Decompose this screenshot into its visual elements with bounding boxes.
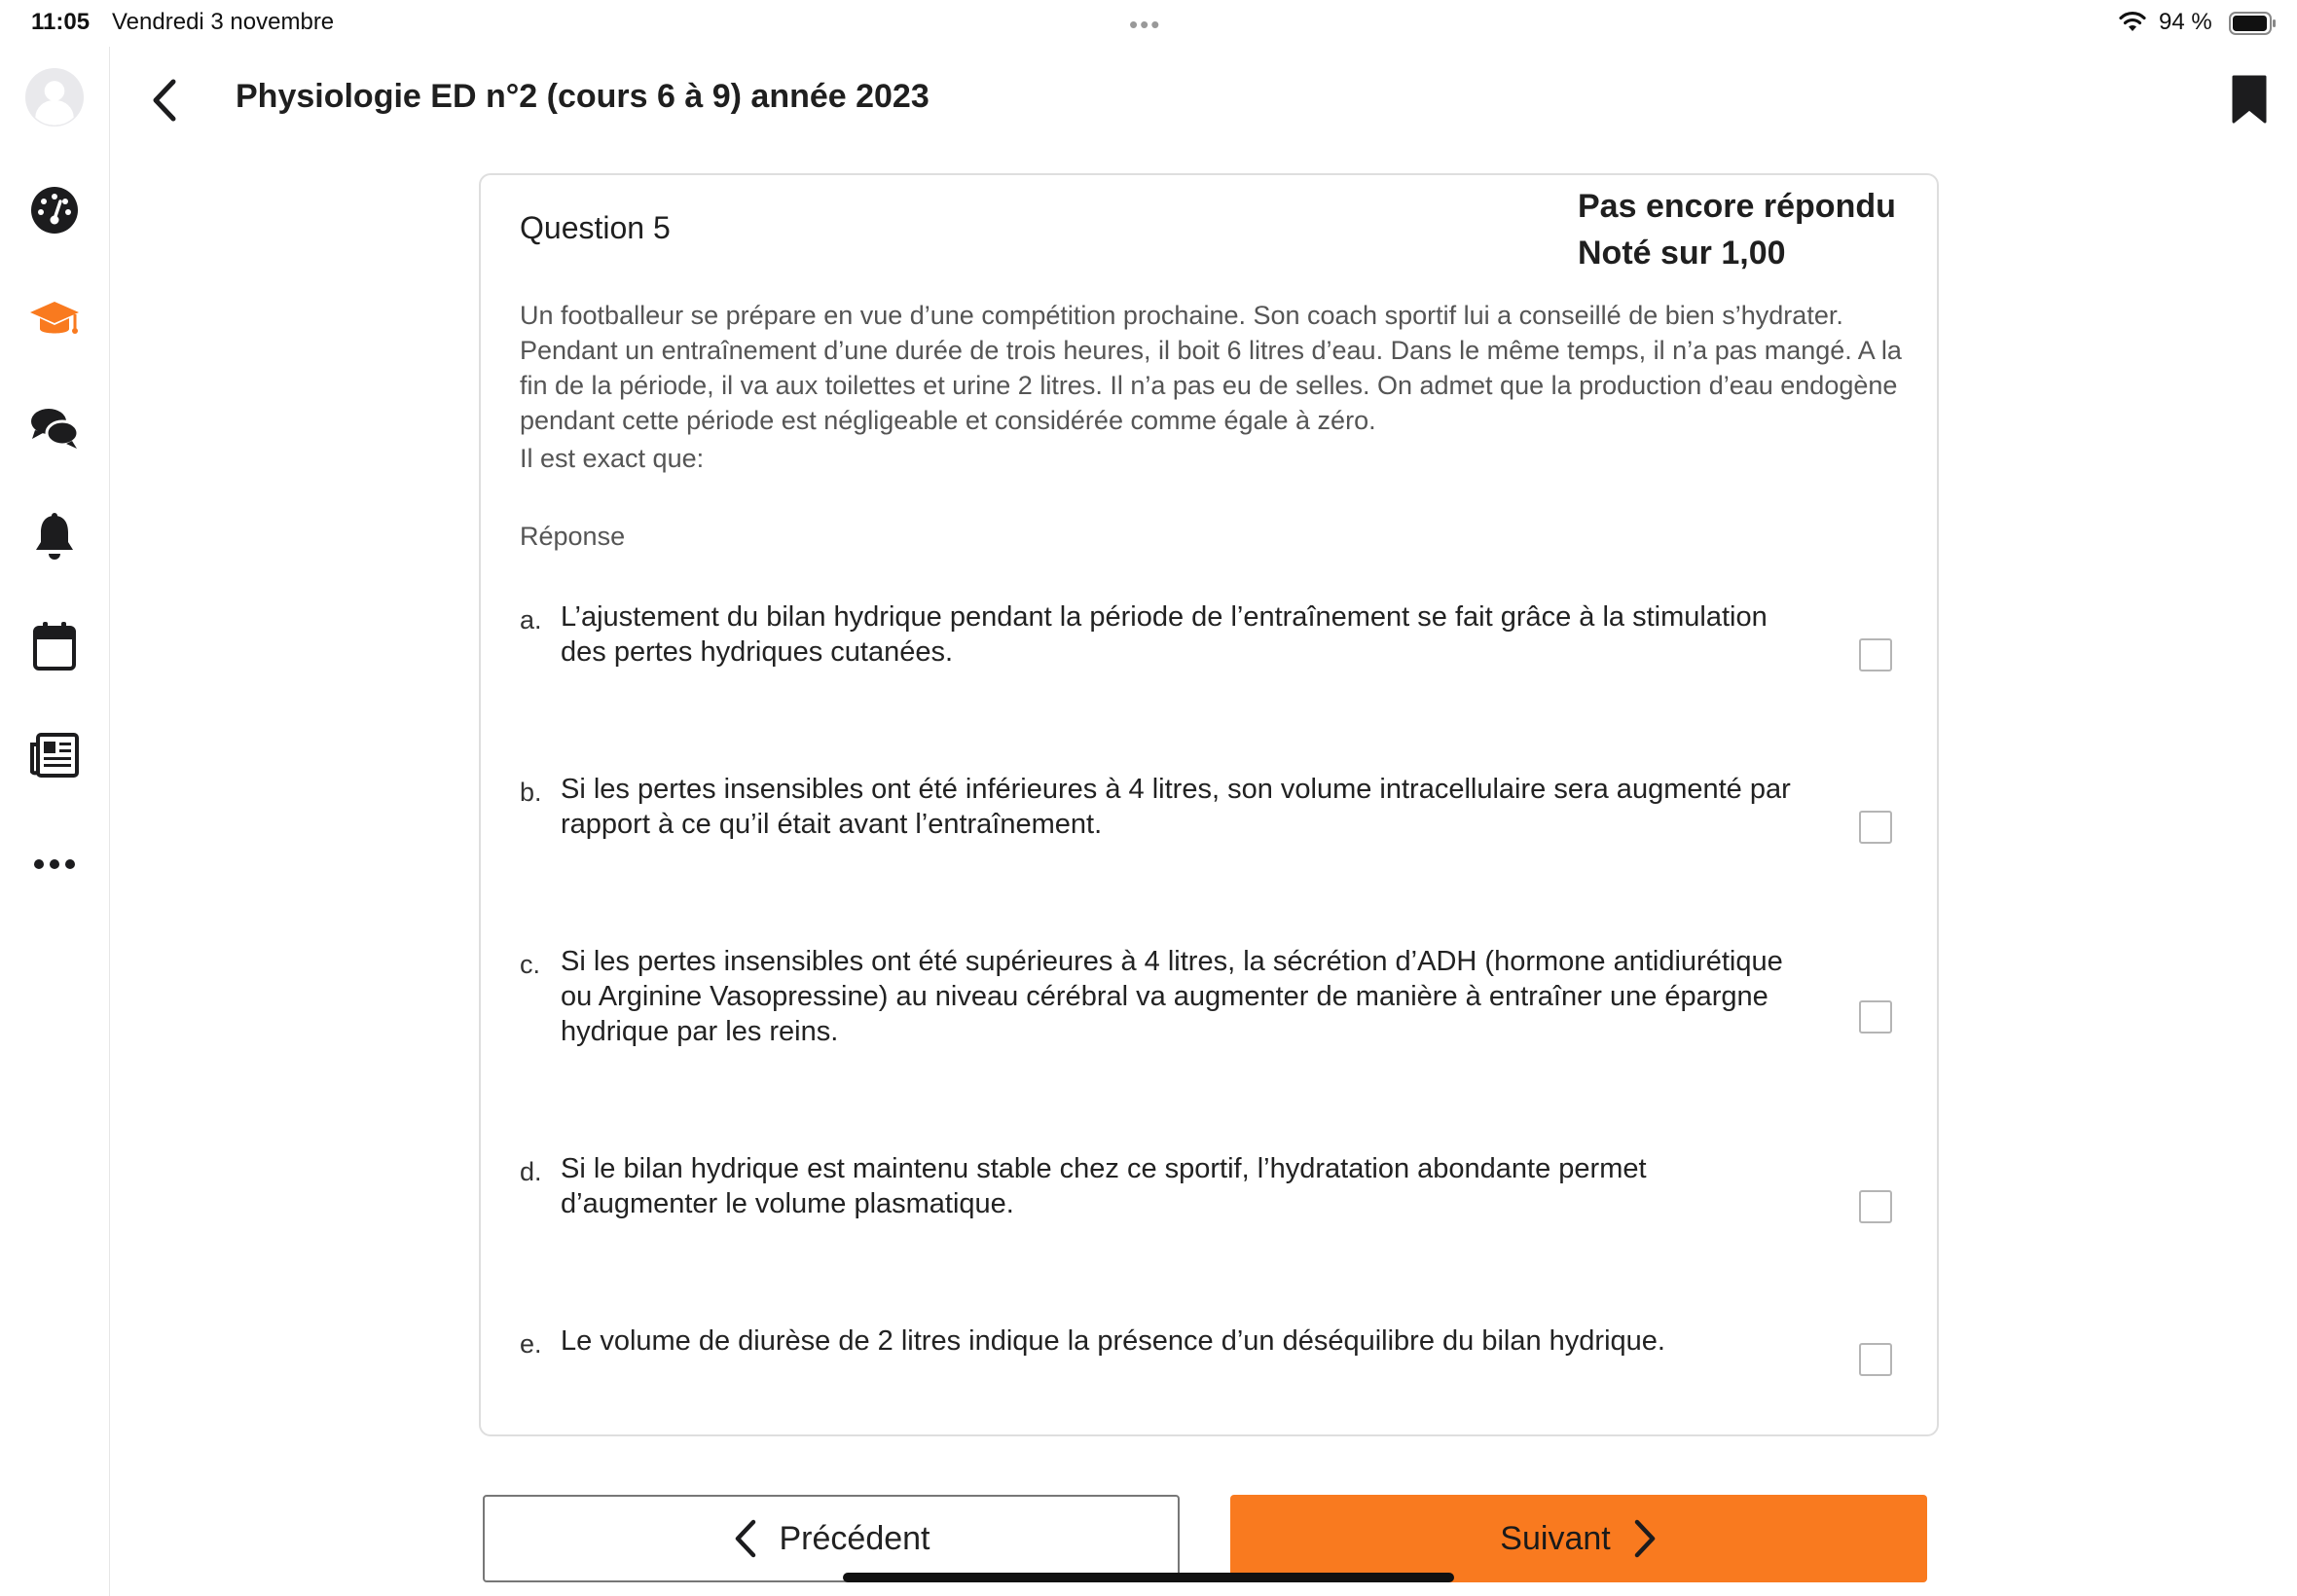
back-button[interactable] — [142, 76, 187, 125]
bookmark-icon — [2231, 74, 2268, 125]
status-time: 11:05 — [31, 9, 91, 35]
multitasking-dots[interactable]: ••• — [1129, 10, 1162, 39]
question-number: Question 5 — [520, 210, 671, 245]
answer-letter: c. — [520, 950, 541, 979]
chevron-right-icon — [1632, 1518, 1658, 1559]
sidebar-item-dashboard[interactable] — [25, 181, 84, 239]
answer-status: Pas encore répondu — [1578, 188, 1896, 225]
chat-bubbles-icon — [29, 407, 80, 450]
answer-text: Si les pertes insensibles ont été inférieures à 4 litres, son volume intracellulaire sera augmenté par rapport à ce qu’il était avant l’entraînement. — [561, 774, 1791, 840]
next-label: Suivant — [1500, 1519, 1611, 1557]
home-indicator[interactable] — [843, 1573, 1454, 1582]
status-date: Vendredi 3 novembre — [112, 9, 335, 35]
answer-letter: b. — [520, 778, 542, 807]
next-button[interactable] — [1230, 1495, 1927, 1582]
bookmark-button[interactable] — [2231, 74, 2268, 129]
newspaper-icon — [30, 733, 79, 778]
answer-letter: a. — [520, 605, 542, 635]
page-title: Physiologie ED n°2 (cours 6 à 9) année 2023 — [236, 78, 930, 115]
previous-button[interactable] — [483, 1495, 1180, 1582]
sidebar-item-notifications[interactable] — [25, 508, 84, 566]
answer-checkbox-a[interactable] — [1859, 638, 1892, 671]
sidebar-item-calendar[interactable] — [25, 617, 84, 675]
graduation-cap-icon — [29, 300, 80, 339]
question-status — [1578, 183, 1896, 276]
question-card — [479, 173, 1939, 1436]
question-grade: Noté sur 1,00 — [1578, 235, 1786, 272]
question-text: Un footballeur se prépare en vue d’une compétition prochaine. Son coach sportif lui a conseillé de bien s’hydrater. Pendant un entraînement d’une durée de trois heures, il boit 6 litres d’eau. Dans le même temps, il n’a pas mangé. A la fin de la période, il va aux toilettes et urine 2 litres. Il n’a pas eu de selles. On admet que la production d’eau endogène pendant cette période est négligeable et considérée comme égale à zéro. — [520, 301, 1902, 435]
battery-percentage: 94 % — [2159, 9, 2212, 35]
sidebar-item-courses[interactable] — [25, 290, 84, 348]
response-label: Réponse — [520, 522, 626, 551]
sidebar — [0, 47, 110, 1596]
answer-letter: e. — [520, 1329, 542, 1359]
avatar[interactable] — [25, 68, 84, 127]
previous-label: Précédent — [779, 1519, 930, 1557]
answer-checkbox-e[interactable] — [1859, 1343, 1892, 1376]
sidebar-item-news[interactable] — [25, 726, 84, 784]
battery-icon — [2229, 12, 2278, 40]
chevron-left-icon — [150, 78, 179, 123]
calendar-icon — [32, 622, 77, 671]
answer-text: Le volume de diurèse de 2 litres indique la présence d’un déséquilibre du bilan hydrique. — [561, 1325, 1665, 1357]
bell-icon — [33, 513, 76, 562]
sidebar-item-messages[interactable] — [25, 399, 84, 457]
wifi-icon — [2118, 10, 2147, 38]
more-dots-icon — [33, 858, 76, 870]
dashboard-icon — [30, 186, 79, 235]
sidebar-item-more[interactable] — [25, 835, 84, 893]
answer-checkbox-b[interactable] — [1859, 811, 1892, 844]
answer-text: Si le bilan hydrique est maintenu stable chez ce sportif, l’hydratation abondante permet d’augmenter le volume plasmatique. — [561, 1153, 1647, 1219]
answer-letter: d. — [520, 1157, 542, 1186]
answer-checkbox-d[interactable] — [1859, 1190, 1892, 1223]
answer-checkbox-c[interactable] — [1859, 1000, 1892, 1034]
status-bar — [0, 0, 2297, 47]
answer-text: Si les pertes insensibles ont été supérieures à 4 litres, la sécrétion d’ADH (hormone antidiurétique ou Arginine Vasopressine) au niveau cérébral va augmenter de manière à entraîner une épargne hydrique par les reins. — [561, 946, 1783, 1047]
question-prompt: Il est exact que: — [520, 444, 705, 473]
user-avatar-icon — [25, 66, 84, 128]
chevron-left-icon — [733, 1518, 758, 1559]
answer-text: L’ajustement du bilan hydrique pendant la période de l’entraînement se fait grâce à la stimulation des pertes hydriques cutanées. — [561, 601, 1768, 668]
